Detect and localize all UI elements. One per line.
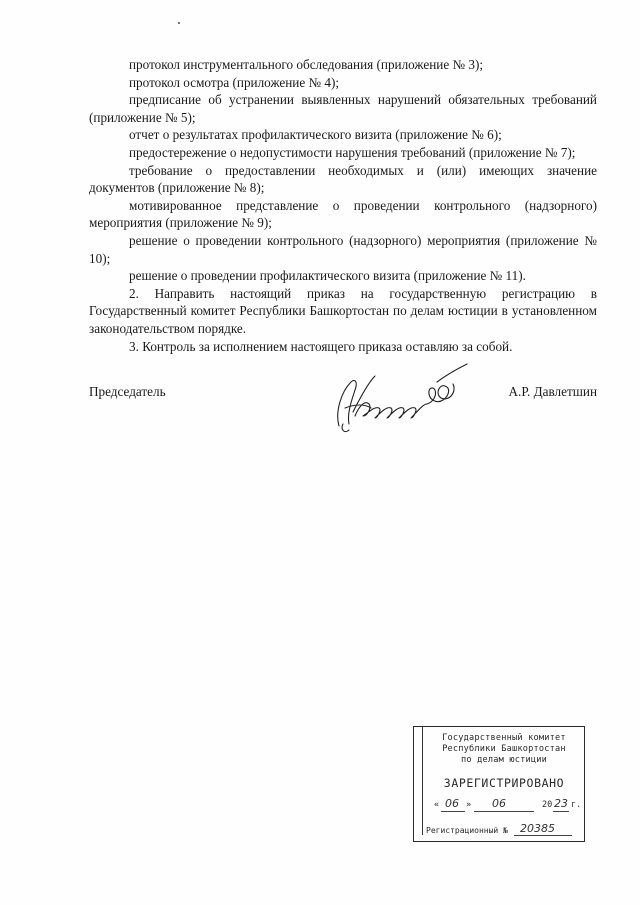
list-item: решение о проведении контрольного (надзорного) мероприятия (приложение № 10); <box>89 232 597 266</box>
reg-number-value: 20385 <box>520 822 555 835</box>
date-close-quote: » <box>466 800 472 810</box>
stamp-registration-number <box>426 822 582 835</box>
list-item: протокол инструментального обследования (приложение № 3); <box>129 57 484 72</box>
date-day-underline <box>441 811 465 812</box>
list-item: мотивированное представление о проведении контрольного (надзорного) мероприятия (приложение № 9); <box>89 197 597 231</box>
stamp-organization <box>426 733 582 766</box>
signatory-name: А.Р. Давлетшин <box>508 384 597 399</box>
paragraph-registration: 2. Направить настоящий приказ на государственную регистрацию в Государственный комитет Республики Башкортостан по делам юстиции в установленном законодательством порядке. <box>89 285 597 336</box>
date-year: 23 <box>554 797 568 810</box>
date-year-prefix: 20 <box>542 800 553 810</box>
date-month-underline <box>474 811 534 812</box>
reg-number-label: Регистрационный № <box>426 826 508 835</box>
date-year-unit: г. <box>571 800 582 810</box>
list-item: отчет о результатах профилактического визита (приложение № 6); <box>129 127 502 143</box>
list-item: протокол осмотра (приложение № 4); <box>129 74 340 90</box>
date-month: 06 <box>492 797 506 810</box>
date-open-quote: « <box>434 800 440 810</box>
stamp-registered-label: ЗАРЕГИСТРИРОВАНО <box>443 776 565 790</box>
handwritten-signature <box>325 352 475 442</box>
stamp-org-line: по делам юстиции <box>461 755 547 765</box>
signatory-title: Председатель <box>89 384 166 399</box>
list-item: требование о предоставлении необходимых и (или) имеющих значение документов (приложение № 8); <box>89 162 597 196</box>
stamp-divider <box>422 727 423 835</box>
paragraph-control: 3. Контроль за исполнением настоящего приказа оставляю за собой. <box>129 338 513 354</box>
reg-number-underline <box>514 835 572 836</box>
date-year-underline <box>553 811 569 812</box>
stamp-org-line: Республики Башкортостан <box>442 744 566 754</box>
date-day: 06 <box>445 797 459 810</box>
list-item: предписание об устранении выявленных нарушений обязательных требований (приложение № 5); <box>89 92 597 125</box>
list-item: предостережение о недопустимости нарушения требований (приложение № 7); <box>129 144 576 160</box>
stamp-org-line: Государственный комитет <box>442 733 566 743</box>
document-body <box>89 56 597 355</box>
list-item: решение о проведении профилактического визита (приложение № 11). <box>129 268 526 284</box>
registration-stamp <box>413 726 585 842</box>
scan-speck <box>178 22 180 24</box>
